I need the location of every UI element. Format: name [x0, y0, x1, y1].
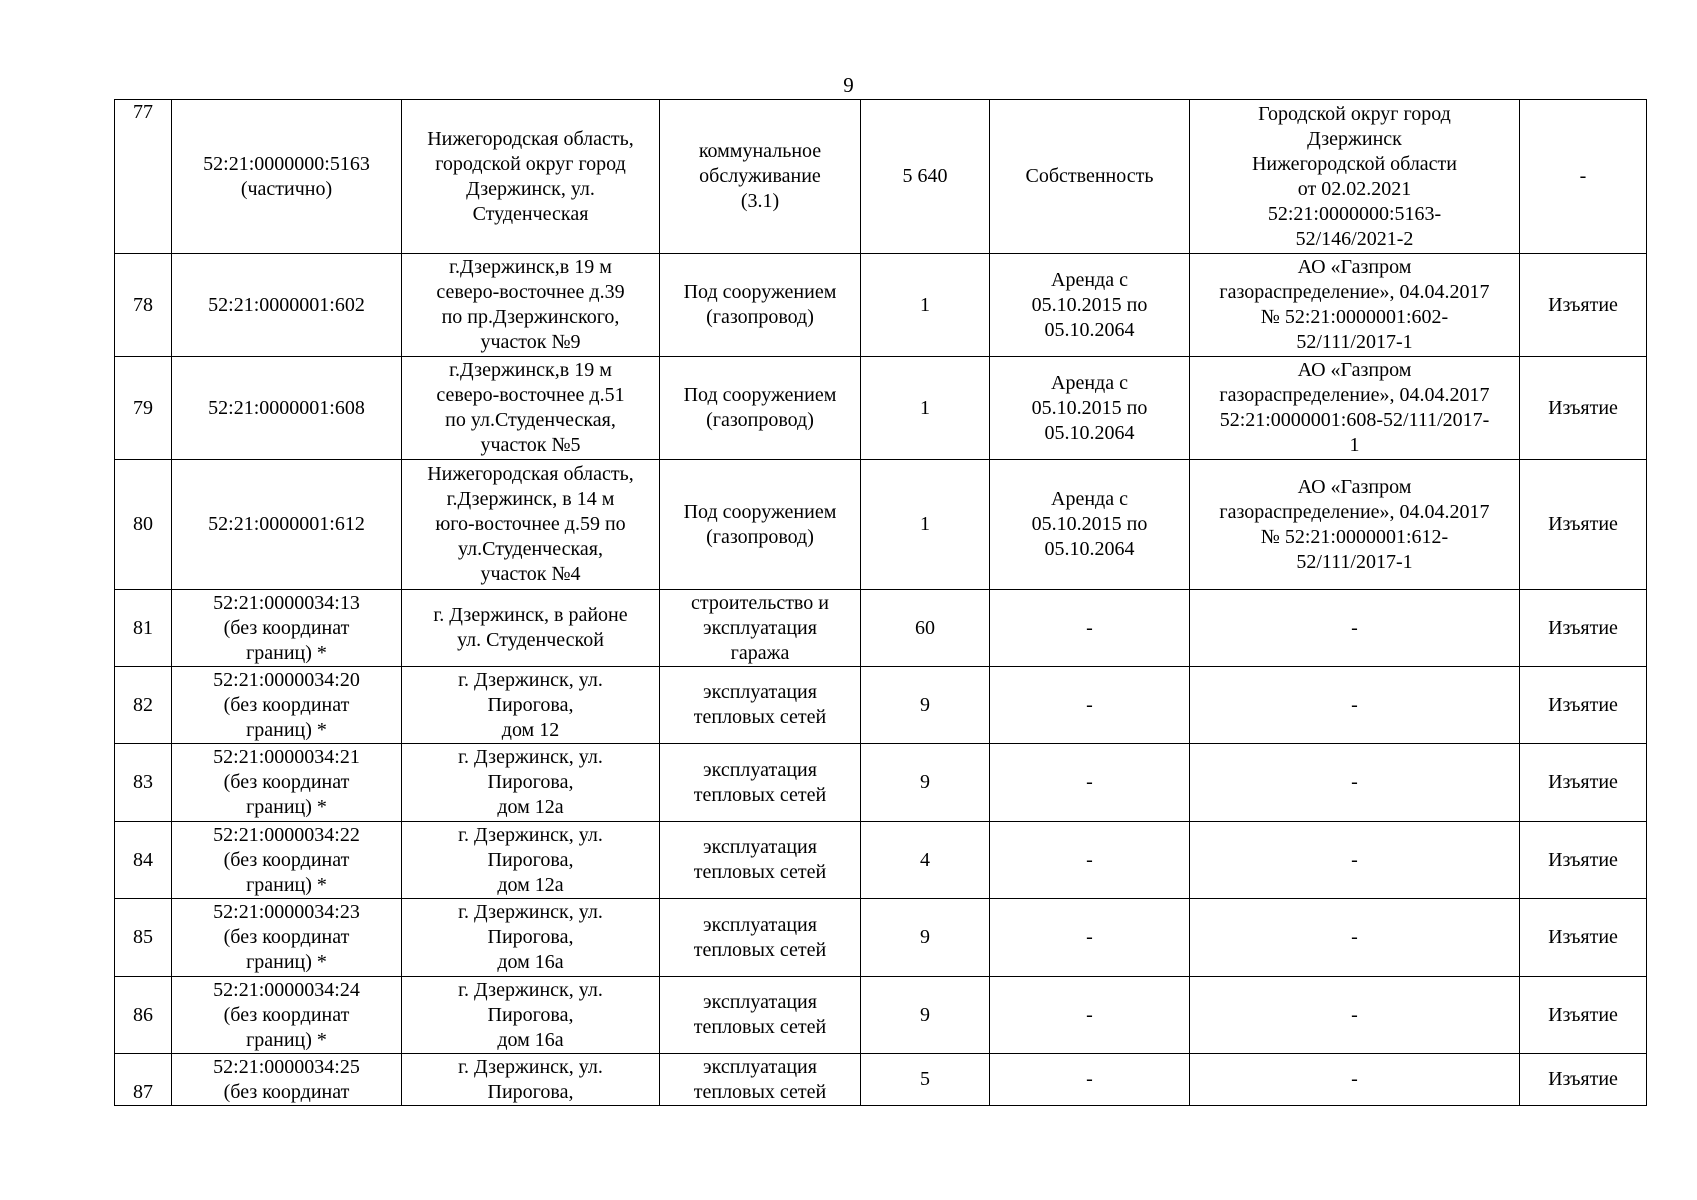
- table-row: [115, 254, 1647, 357]
- permitted-use-cell: [660, 254, 861, 357]
- permitted-use-line: тепловых сетей: [693, 706, 827, 728]
- row-number-cell: [115, 899, 172, 977]
- table-row: [115, 822, 1647, 899]
- cadastral-number-line: 52:21:0000034:21: [213, 746, 360, 768]
- row-number-cell: [115, 744, 172, 822]
- right-holder-line: АО «Газпром: [1297, 256, 1412, 278]
- row-number-cell: [115, 357, 172, 460]
- cadastral-number-line: границ) *: [246, 873, 327, 896]
- row-number-value: 81: [133, 616, 153, 639]
- action-cell: [1520, 590, 1647, 667]
- right-holder-cell: [1190, 744, 1520, 822]
- right-type-cell: [990, 744, 1190, 822]
- address-line: Пирогова,: [487, 926, 574, 948]
- table-row: [115, 1054, 1647, 1106]
- address-line: г. Дзержинск, ул.: [458, 978, 603, 1001]
- right-type-cell: [990, 899, 1190, 977]
- right-type-line: -: [1086, 848, 1093, 871]
- right-type-line: -: [1086, 1068, 1093, 1090]
- right-type-cell: [990, 460, 1190, 590]
- right-holder-line: -: [1351, 616, 1358, 639]
- right-holder-line: 52:21:0000000:5163-: [1267, 202, 1442, 225]
- right-holder-line: газораспределение», 04.04.2017: [1219, 500, 1490, 523]
- permitted-use-line: эксплуатация: [703, 1055, 817, 1078]
- permitted-use-line: коммунальное: [698, 140, 822, 162]
- permitted-use-line: тепловых сетей: [693, 1016, 827, 1038]
- cadastral-number-line: границ) *: [246, 951, 327, 973]
- permitted-use-line: Под сооружением: [683, 281, 837, 303]
- right-holder-line: № 52:21:0000001:602-: [1260, 306, 1449, 328]
- right-type-cell: [990, 357, 1190, 460]
- permitted-use-line: эксплуатация: [703, 758, 817, 781]
- cadastral-number-cell: [172, 100, 402, 254]
- right-holder-line: № 52:21:0000001:612-: [1260, 525, 1449, 548]
- address-line: Нижегородская область,: [427, 463, 634, 485]
- permitted-use-line: тепловых сетей: [693, 783, 827, 806]
- right-type-line: 05.10.2015 по: [1031, 513, 1148, 535]
- row-number-value: 77: [133, 101, 153, 123]
- permitted-use-line: тепловых сетей: [693, 938, 827, 961]
- action-value: Изъятие: [1548, 616, 1618, 639]
- cadastral-number-line: 52:21:0000034:20: [213, 668, 360, 691]
- permitted-use-line: Под сооружением: [683, 384, 837, 406]
- area-value: 9: [920, 771, 930, 793]
- action-cell: [1520, 667, 1647, 744]
- cadastral-number-cell: [172, 460, 402, 590]
- permitted-use-line: (3.1): [740, 190, 780, 212]
- action-value: Изъятие: [1548, 1068, 1618, 1090]
- row-number-value: 87: [133, 1081, 153, 1103]
- address-line: г. Дзержинск, ул.: [458, 901, 603, 923]
- right-type-cell: [990, 977, 1190, 1054]
- permitted-use-cell: [660, 667, 861, 744]
- right-type-line: Собственность: [1025, 165, 1154, 187]
- land-plot-table: [114, 99, 1647, 1106]
- right-type-line: Аренда с: [1051, 371, 1128, 394]
- area-cell: [861, 667, 990, 744]
- row-number-value: 83: [133, 771, 153, 793]
- right-holder-line: -: [1351, 926, 1358, 948]
- row-number-cell: [115, 822, 172, 899]
- address-line: юго-восточнее д.59 по: [435, 513, 626, 535]
- right-type-line: -: [1086, 771, 1093, 793]
- table-row: [115, 460, 1647, 590]
- permitted-use-line: эксплуатация: [703, 913, 817, 936]
- cadastral-number-cell: [172, 590, 402, 667]
- address-line: г. Дзержинск, ул.: [458, 746, 603, 768]
- address-line: дом 12а: [497, 873, 564, 896]
- row-number-value: 82: [133, 693, 153, 716]
- right-type-line: Аренда с: [1051, 488, 1128, 510]
- row-number-cell: [115, 590, 172, 667]
- address-line: Дзержинск, ул.: [466, 177, 595, 200]
- row-number-cell: [115, 460, 172, 590]
- row-number-cell: [115, 100, 172, 254]
- action-value: Изъятие: [1548, 293, 1618, 316]
- action-value: Изъятие: [1548, 693, 1618, 716]
- address-line: участок №4: [480, 563, 581, 585]
- right-type-line: -: [1086, 693, 1093, 716]
- cadastral-number-cell: [172, 822, 402, 899]
- table-row: [115, 977, 1647, 1054]
- address-line: участок №9: [480, 331, 581, 353]
- action-cell: [1520, 744, 1647, 822]
- cadastral-number-cell: [172, 254, 402, 357]
- row-number-cell: [115, 667, 172, 744]
- right-type-line: -: [1086, 616, 1093, 639]
- address-line: участок №5: [480, 434, 581, 456]
- cadastral-number-line: (без координат: [223, 1003, 350, 1026]
- table-body: [115, 100, 1647, 1106]
- address-line: дом 12: [501, 718, 560, 741]
- row-number-value: 78: [133, 293, 153, 316]
- row-number-value: 79: [133, 396, 153, 419]
- address-cell: [402, 100, 660, 254]
- action-value: -: [1579, 165, 1587, 187]
- right-holder-line: от 02.02.2021: [1297, 177, 1412, 200]
- right-type-line: 05.10.2015 по: [1031, 396, 1148, 419]
- cadastral-number-line: (без координат: [223, 771, 350, 793]
- cadastral-number-line: 52:21:0000001:612: [208, 513, 365, 535]
- permitted-use-line: строительство и: [691, 591, 829, 614]
- permitted-use-line: обслуживание: [699, 165, 821, 187]
- right-type-line: 05.10.2064: [1044, 421, 1135, 444]
- address-line: г. Дзержинск, ул.: [458, 668, 603, 691]
- action-cell: [1520, 1054, 1647, 1106]
- table-row: [115, 590, 1647, 667]
- area-cell: [861, 977, 990, 1054]
- right-holder-line: Нижегородской области: [1251, 152, 1458, 175]
- right-holder-cell: [1190, 1054, 1520, 1106]
- permitted-use-cell: [660, 357, 861, 460]
- right-holder-cell: [1190, 977, 1520, 1054]
- permitted-use-cell: [660, 822, 861, 899]
- right-holder-line: газораспределение», 04.04.2017: [1219, 384, 1490, 406]
- area-value: 9: [920, 693, 930, 716]
- address-cell: [402, 357, 660, 460]
- address-line: Пирогова,: [487, 1080, 574, 1103]
- cadastral-number-line: 52:21:0000034:13: [213, 591, 360, 614]
- address-line: г.Дзержинск,в 19 м: [449, 359, 612, 381]
- address-line: Нижегородская область,: [427, 127, 634, 150]
- cadastral-number-line: 52:21:0000034:24: [213, 978, 360, 1001]
- action-value: Изъятие: [1548, 771, 1618, 793]
- permitted-use-cell: [660, 977, 861, 1054]
- address-line: северо-восточнее д.39: [436, 281, 625, 303]
- right-type-line: -: [1086, 1003, 1093, 1026]
- area-value: 60: [915, 616, 935, 639]
- row-number-value: 80: [133, 513, 153, 535]
- cadastral-number-cell: [172, 667, 402, 744]
- right-type-cell: [990, 100, 1190, 254]
- action-value: Изъятие: [1548, 1003, 1618, 1026]
- cadastral-number-line: 52:21:0000000:5163: [203, 152, 370, 175]
- right-holder-line: -: [1351, 693, 1358, 716]
- address-line: дом 16а: [497, 1028, 564, 1051]
- right-holder-cell: [1190, 254, 1520, 357]
- cadastral-number-line: 52:21:0000034:25: [213, 1055, 360, 1078]
- right-holder-line: -: [1351, 848, 1358, 871]
- permitted-use-cell: [660, 100, 861, 254]
- right-holder-line: Городской округ город: [1258, 102, 1451, 125]
- permitted-use-line: гаража: [730, 641, 790, 664]
- page-number: 9: [843, 73, 854, 97]
- right-type-line: 05.10.2064: [1044, 538, 1135, 560]
- address-line: Пирогова,: [487, 693, 574, 716]
- table-row: [115, 357, 1647, 460]
- permitted-use-line: эксплуатация: [703, 616, 817, 639]
- cadastral-number-cell: [172, 1054, 402, 1106]
- action-cell: [1520, 357, 1647, 460]
- area-cell: [861, 899, 990, 977]
- permitted-use-line: (газопровод): [706, 525, 814, 548]
- address-cell: [402, 899, 660, 977]
- right-holder-cell: [1190, 460, 1520, 590]
- right-type-line: 05.10.2064: [1044, 318, 1135, 341]
- right-holder-cell: [1190, 822, 1520, 899]
- permitted-use-line: (газопровод): [706, 306, 814, 328]
- cadastral-number-line: (без координат: [223, 693, 350, 716]
- area-value: 4: [920, 848, 930, 871]
- cadastral-number-cell: [172, 357, 402, 460]
- address-cell: [402, 667, 660, 744]
- action-value: Изъятие: [1548, 396, 1618, 419]
- row-number-value: 85: [133, 926, 153, 948]
- action-cell: [1520, 100, 1647, 254]
- area-value: 5: [920, 1068, 930, 1090]
- area-value: 5 640: [902, 165, 948, 187]
- address-cell: [402, 460, 660, 590]
- permitted-use-line: тепловых сетей: [693, 861, 827, 883]
- action-value: Изъятие: [1548, 848, 1618, 871]
- cadastral-number-line: границ) *: [246, 796, 327, 818]
- right-holder-line: газораспределение», 04.04.2017: [1219, 281, 1490, 303]
- address-line: городской округ город: [435, 152, 626, 175]
- address-line: ул. Студенческой: [457, 629, 604, 651]
- address-line: по ул.Студенческая,: [445, 409, 616, 431]
- area-cell: [861, 100, 990, 254]
- action-cell: [1520, 460, 1647, 590]
- cadastral-number-line: (без координат: [223, 1080, 350, 1103]
- cadastral-number-line: (без координат: [223, 616, 350, 639]
- right-holder-cell: [1190, 899, 1520, 977]
- action-value: Изъятие: [1548, 926, 1618, 948]
- permitted-use-line: эксплуатация: [703, 836, 817, 858]
- cadastral-number-line: 52:21:0000001:608: [208, 396, 365, 419]
- address-cell: [402, 822, 660, 899]
- permitted-use-cell: [660, 460, 861, 590]
- address-line: г.Дзержинск,в 19 м: [449, 256, 612, 278]
- permitted-use-cell: [660, 744, 861, 822]
- cadastral-number-line: (частично): [240, 177, 333, 200]
- address-line: г. Дзержинск, ул.: [458, 1055, 603, 1078]
- address-line: северо-восточнее д.51: [436, 384, 625, 406]
- area-value: 1: [920, 293, 930, 316]
- action-value: Изъятие: [1548, 513, 1618, 535]
- row-number-value: 84: [133, 848, 153, 871]
- address-line: г. Дзержинск, в районе: [433, 604, 628, 626]
- action-cell: [1520, 822, 1647, 899]
- right-holder-line: 1: [1349, 434, 1360, 456]
- cadastral-number-line: 52:21:0000034:23: [213, 901, 360, 923]
- address-line: дом 16а: [497, 951, 564, 973]
- address-cell: [402, 590, 660, 667]
- row-number-value: 86: [133, 1003, 153, 1026]
- area-value: 9: [920, 926, 930, 948]
- action-cell: [1520, 977, 1647, 1054]
- area-cell: [861, 1054, 990, 1106]
- right-holder-line: АО «Газпром: [1297, 475, 1412, 498]
- cadastral-number-line: границ) *: [246, 1028, 327, 1051]
- address-cell: [402, 977, 660, 1054]
- cadastral-number-line: (без координат: [223, 848, 350, 871]
- address-line: ул.Студенческая,: [458, 538, 603, 560]
- action-cell: [1520, 899, 1647, 977]
- table-row: [115, 744, 1647, 822]
- action-cell: [1520, 254, 1647, 357]
- right-holder-line: 52/111/2017-1: [1296, 331, 1413, 353]
- area-cell: [861, 590, 990, 667]
- area-cell: [861, 822, 990, 899]
- cadastral-number-cell: [172, 977, 402, 1054]
- cadastral-number-line: (без координат: [223, 926, 350, 948]
- cadastral-number-line: 52:21:0000034:22: [213, 823, 360, 846]
- area-cell: [861, 254, 990, 357]
- right-type-cell: [990, 1054, 1190, 1106]
- right-holder-line: -: [1351, 1003, 1358, 1026]
- right-type-cell: [990, 590, 1190, 667]
- address-line: Пирогова,: [487, 848, 574, 871]
- area-cell: [861, 357, 990, 460]
- permitted-use-line: тепловых сетей: [693, 1080, 827, 1103]
- permitted-use-line: Под сооружением: [683, 500, 837, 523]
- right-holder-line: -: [1351, 1068, 1358, 1090]
- cadastral-number-cell: [172, 899, 402, 977]
- right-type-cell: [990, 822, 1190, 899]
- right-type-cell: [990, 667, 1190, 744]
- right-type-line: Аренда с: [1051, 268, 1128, 291]
- address-line: Пирогова,: [487, 1003, 574, 1026]
- area-cell: [861, 460, 990, 590]
- address-cell: [402, 1054, 660, 1106]
- right-holder-line: АО «Газпром: [1297, 359, 1412, 381]
- right-holder-line: -: [1351, 771, 1358, 793]
- right-type-line: 05.10.2015 по: [1031, 293, 1148, 316]
- address-line: по пр.Дзержинского,: [441, 306, 620, 328]
- area-cell: [861, 744, 990, 822]
- permitted-use-line: эксплуатация: [703, 991, 817, 1013]
- right-holder-cell: [1190, 100, 1520, 254]
- permitted-use-cell: [660, 899, 861, 977]
- cadastral-number-line: границ) *: [246, 641, 327, 664]
- right-holder-cell: [1190, 667, 1520, 744]
- permitted-use-cell: [660, 590, 861, 667]
- area-value: 1: [920, 513, 930, 535]
- table-row: [115, 100, 1647, 254]
- permitted-use-cell: [660, 1054, 861, 1106]
- right-type-cell: [990, 254, 1190, 357]
- cadastral-number-line: 52:21:0000001:602: [208, 293, 365, 316]
- address-line: г. Дзержинск, ул.: [458, 823, 603, 846]
- address-line: Пирогова,: [487, 771, 574, 793]
- area-value: 9: [920, 1003, 930, 1026]
- area-value: 1: [920, 396, 930, 419]
- address-cell: [402, 744, 660, 822]
- row-number-cell: [115, 977, 172, 1054]
- address-line: дом 12а: [497, 796, 564, 818]
- table-row: [115, 899, 1647, 977]
- right-holder-line: 52/111/2017-1: [1296, 550, 1413, 573]
- cadastral-number-line: границ) *: [246, 718, 327, 741]
- right-holder-cell: [1190, 357, 1520, 460]
- right-holder-line: 52/146/2021-2: [1295, 227, 1414, 250]
- right-type-line: -: [1086, 926, 1093, 948]
- row-number-cell: [115, 1054, 172, 1106]
- address-line: г.Дзержинск, в 14 м: [446, 488, 615, 510]
- right-holder-line: Дзержинск: [1307, 127, 1402, 150]
- row-number-cell: [115, 254, 172, 357]
- right-holder-cell: [1190, 590, 1520, 667]
- address-cell: [402, 254, 660, 357]
- address-line: Студенческая: [472, 202, 589, 225]
- permitted-use-line: эксплуатация: [703, 681, 817, 703]
- cadastral-number-cell: [172, 744, 402, 822]
- right-holder-line: 52:21:0000001:608-52/111/2017-: [1219, 409, 1490, 431]
- table-row: [115, 667, 1647, 744]
- permitted-use-line: (газопровод): [706, 409, 814, 431]
